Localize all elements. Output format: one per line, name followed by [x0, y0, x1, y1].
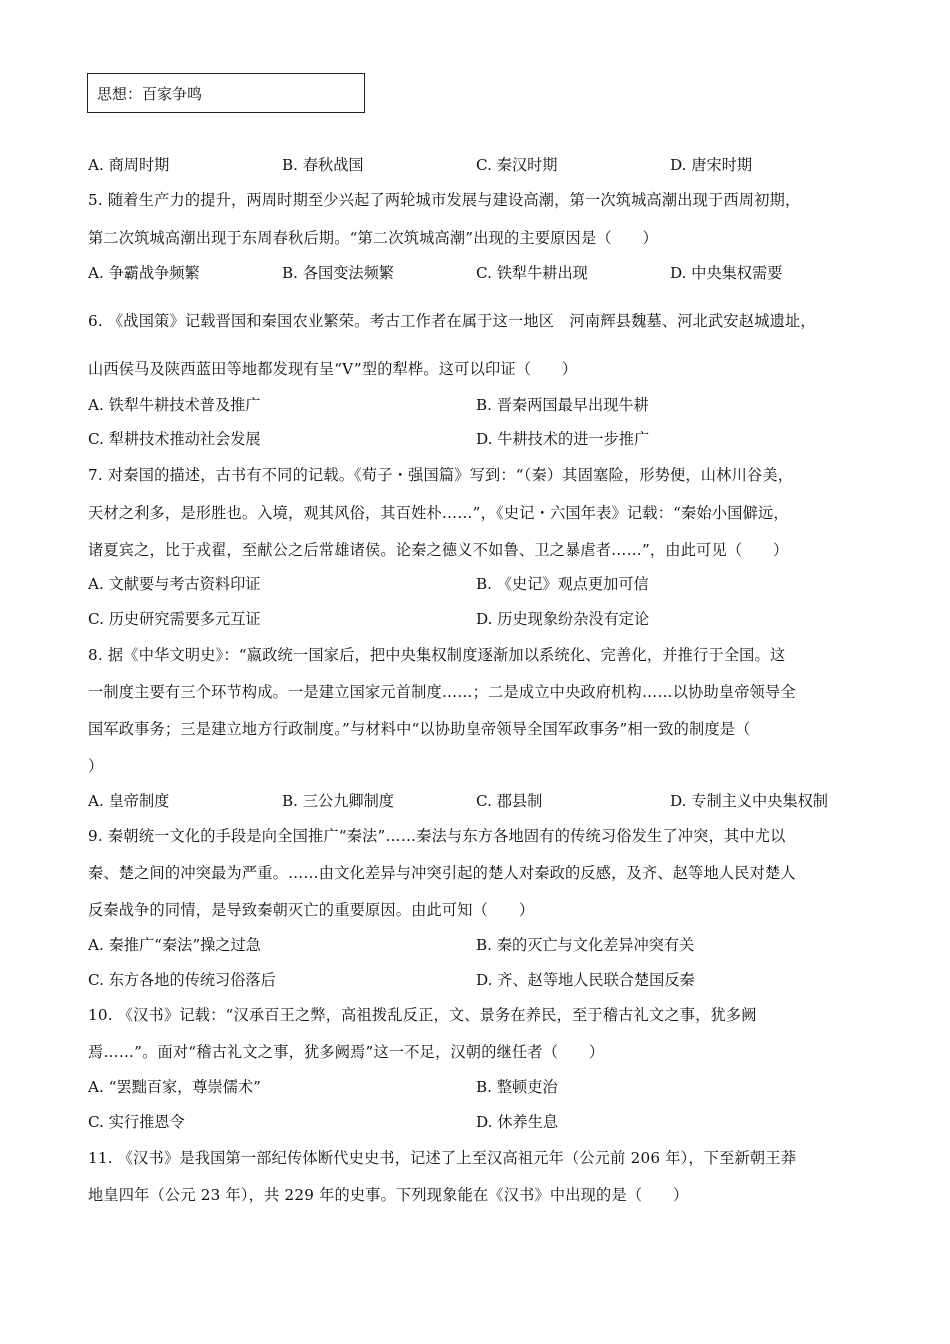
q6-option-b[interactable]: B. 晋秦两国最早出现牛耕	[476, 396, 649, 414]
q7-option-d[interactable]: D. 历史现象纷杂没有定论	[476, 610, 650, 628]
q6-stem-line-1: 6. 《战国策》记载晋国和秦国农业繁荣。考古工作者在属于这一地区 河南辉县魏墓、河北武安赵城遗址，	[88, 312, 816, 330]
q6-option-d[interactable]: D. 牛耕技术的进一步推广	[476, 430, 650, 448]
q7-stem-line-1: 7. 对秦国的描述，古书有不同的记载。《荀子・强国篇》写到：“（秦）其固塞险，形势便，山林川谷美，	[88, 466, 794, 484]
q5-option-d[interactable]: D. 中央集权需要	[670, 264, 783, 282]
q8-option-c[interactable]: C. 郡县制	[476, 792, 543, 810]
q4-option-b[interactable]: B. 春秋战国	[282, 156, 364, 174]
q7-option-b[interactable]: B. 《史记》观点更加可信	[476, 575, 649, 593]
q9-stem-line-3: 反秦战争的同情，是导致秦朝灭亡的重要原因。由此可知（ ）	[88, 901, 535, 919]
q9-option-b[interactable]: B. 秦的灭亡与文化差异冲突有关	[476, 936, 695, 954]
q8-stem-line-4: ）	[88, 757, 104, 775]
q5-stem-line-1: 5. 随着生产力的提升，两周时期至少兴起了两轮城市发展与建设高潮，第一次筑城高潮出现于西周初期，	[88, 191, 801, 209]
q10-stem-line-2: 焉……”。面对“稽古礼文之事，犹多阙焉”这一不足，汉朝的继任者（ ）	[88, 1043, 605, 1061]
q8-option-b[interactable]: B. 三公九卿制度	[282, 792, 394, 810]
q4-option-d[interactable]: D. 唐宋时期	[670, 156, 753, 174]
q6-option-a[interactable]: A. 铁犁牛耕技术普及推广	[88, 396, 261, 414]
q8-stem-line-1: 8. 据《中华文明史》：“嬴政统一国家后，把中央集权制度逐渐加以系统化、完善化，并推行于全国。这	[88, 646, 786, 664]
q9-option-d[interactable]: D. 齐、赵等地人民联合楚国反秦	[476, 971, 695, 989]
q5-option-b[interactable]: B. 各国变法频繁	[282, 264, 394, 282]
q10-option-a[interactable]: A. “罢黜百家，尊崇儒术”	[88, 1078, 261, 1096]
q9-option-c[interactable]: C. 东方各地的传统习俗落后	[88, 971, 276, 989]
q4-option-a[interactable]: A. 商周时期	[88, 156, 170, 174]
q6-option-c[interactable]: C. 犁耕技术推动社会发展	[88, 430, 261, 448]
material-box-text: 思想：百家争鸣	[97, 85, 203, 103]
q10-stem-line-1: 10. 《汉书》记载：“汉承百王之弊，高祖拨乱反正，文、景务在养民，至于稽古礼文之事，犹多阙	[88, 1006, 757, 1024]
q11-stem-line-1: 11. 《汉书》是我国第一部纪传体断代史史书，记述了上至汉高祖元年（公元前 206 年），下至新朝王莽	[88, 1149, 797, 1167]
q9-stem-line-1: 9. 秦朝统一文化的手段是向全国推广“秦法”……秦法与东方各地固有的传统习俗发生了冲突，其中尤以	[88, 827, 786, 845]
q10-option-b[interactable]: B. 整顿吏治	[476, 1078, 558, 1096]
q7-stem-line-3: 诸夏宾之，比于戎翟，至献公之后常雄诸侯。论秦之德义不如鲁、卫之暴虐者……”，由此可见（ ）	[88, 541, 789, 559]
q7-option-a[interactable]: A. 文献要与考古资料印证	[88, 575, 261, 593]
q5-stem-line-2: 第二次筑城高潮出现于东周春秋后期。“第二次筑城高潮”出现的主要原因是（ ）	[88, 229, 658, 247]
q4-option-c[interactable]: C. 秦汉时期	[476, 156, 558, 174]
q10-option-c[interactable]: C. 实行推恩令	[88, 1113, 185, 1131]
q7-option-c[interactable]: C. 历史研究需要多元互证	[88, 610, 261, 628]
q11-stem-line-2: 地皇四年（公元 23 年），共 229 年的史事。下列现象能在《汉书》中出现的是（ ）	[88, 1186, 689, 1204]
q9-stem-line-2: 秦、楚之间的冲突最为严重。……由文化差异与冲突引起的楚人对秦政的反感，及齐、赵等地人民对楚人	[88, 864, 796, 882]
q8-stem-line-2: 一制度主要有三个环节构成。一是建立国家元首制度……；二是成立中央政府机构……以协助皇帝领导全	[88, 683, 796, 701]
q8-option-a[interactable]: A. 皇帝制度	[88, 792, 170, 810]
material-box	[87, 73, 365, 113]
q5-option-c[interactable]: C. 铁犁牛耕出现	[476, 264, 588, 282]
q7-stem-line-2: 天材之利多，是形胜也。入境，观其风俗，其百姓朴……”，《史记・六国年表》记载：“秦始小国僻远，	[88, 504, 789, 522]
q8-option-d[interactable]: D. 专制主义中央集权制	[670, 792, 828, 810]
q5-option-a[interactable]: A. 争霸战争频繁	[88, 264, 200, 282]
q10-option-d[interactable]: D. 休养生息	[476, 1113, 559, 1131]
q9-option-a[interactable]: A. 秦推广“秦法”操之过急	[88, 936, 261, 954]
q8-stem-line-3: 国军政事务；三是建立地方行政制度。”与材料中“以协助皇帝领导全国军政事务”相一致的制度是（	[88, 720, 751, 738]
q6-stem-line-2: 山西侯马及陕西蓝田等地都发现有呈“V”型的犁桦。这可以印证（ ）	[88, 360, 578, 378]
